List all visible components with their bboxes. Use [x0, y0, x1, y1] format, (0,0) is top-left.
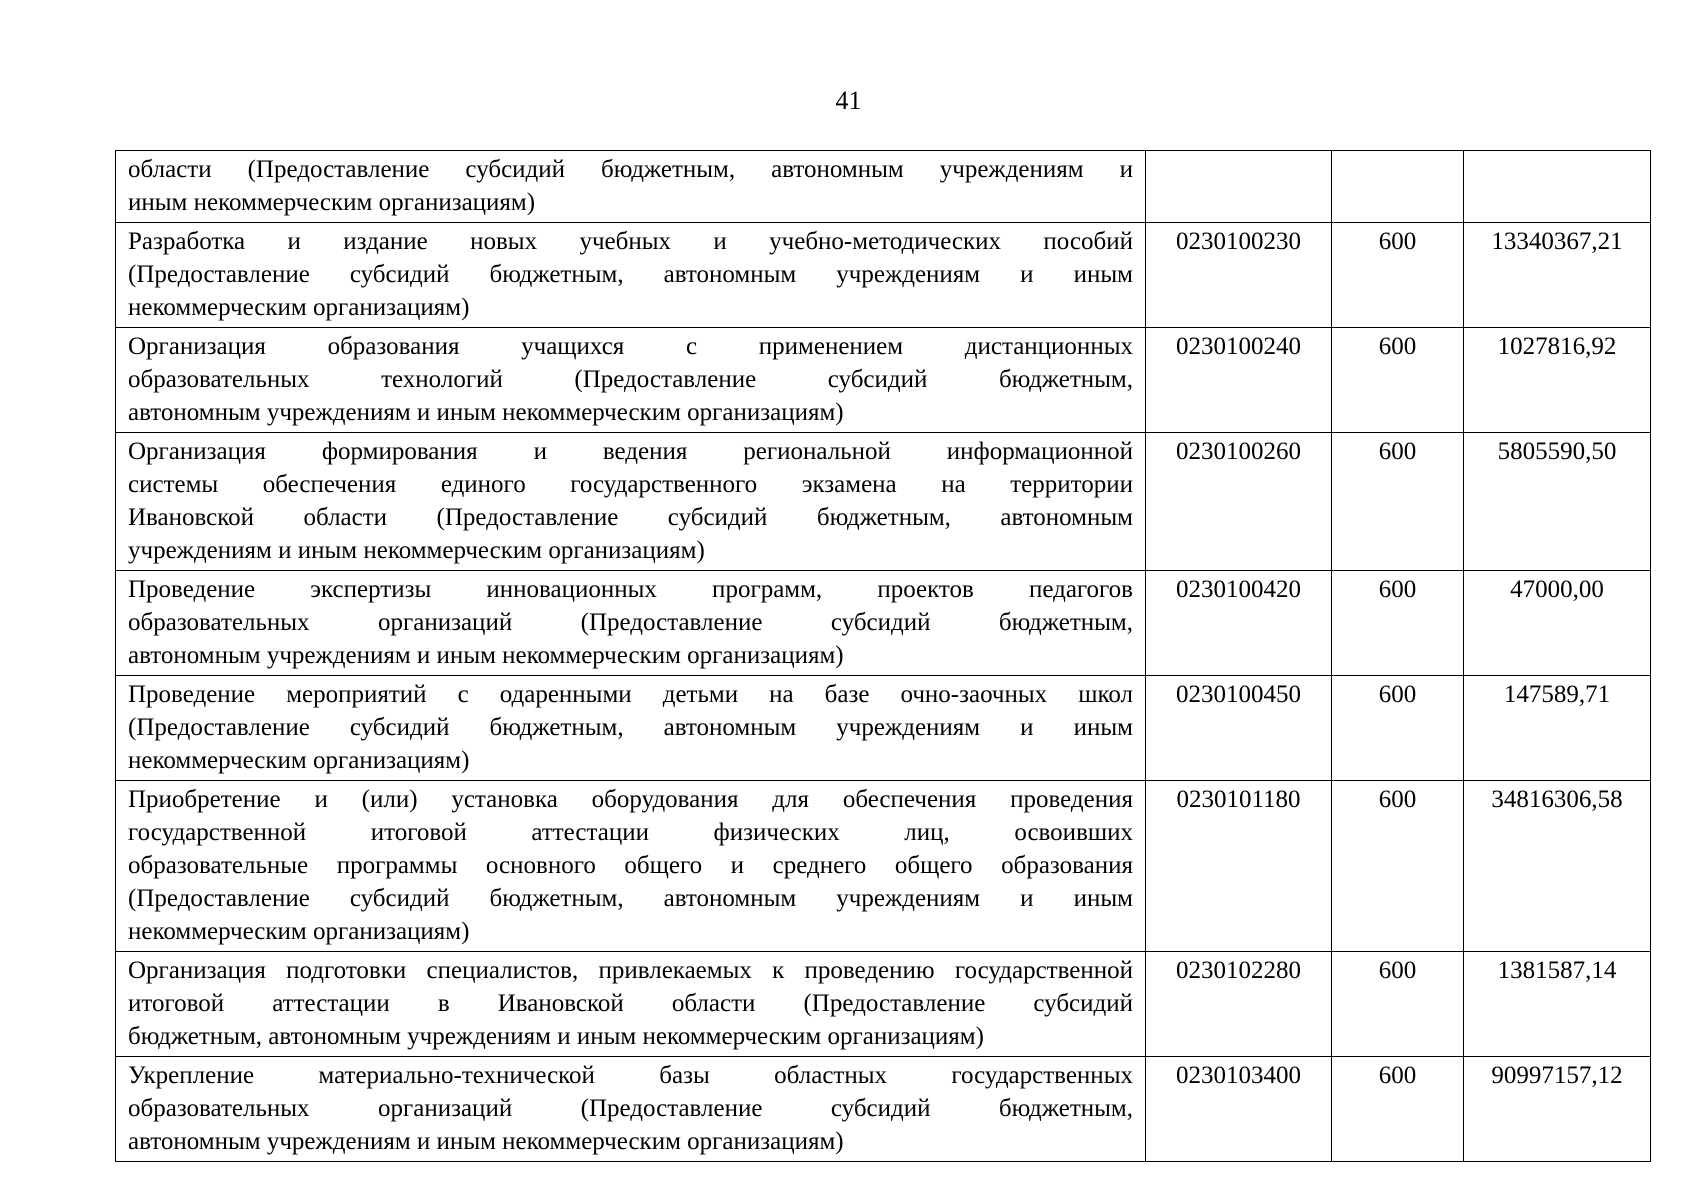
description-line: Ивановской области (Предоставление субсидий бюджетным, автономным: [128, 504, 1133, 531]
table-row: [116, 151, 1651, 223]
description-line: образовательных организаций (Предоставление субсидий бюджетным,: [128, 1095, 1133, 1122]
row-amount: 13340367,21: [1464, 223, 1651, 328]
description-line: автономным учреждениям и иным некоммерческим организациям): [128, 399, 844, 426]
description-line: Укрепление материально-технической базы областных государственных: [128, 1062, 1133, 1089]
description-line: итоговой аттестации в Ивановской области (Предоставление субсидий: [128, 990, 1133, 1017]
description-line: Организация подготовки специалистов, привлекаемых к проведению государственной: [128, 957, 1133, 984]
description-line: Разработка и издание новых учебных и учебно-методических пособий: [128, 228, 1133, 255]
description-line: Приобретение и (или) установка оборудования для обеспечения проведения: [128, 786, 1133, 813]
row-description: [116, 223, 1146, 328]
row-amount: 5805590,50: [1464, 433, 1651, 571]
row-expense-kind: 600: [1332, 433, 1464, 571]
row-amount: 147589,71: [1464, 676, 1651, 781]
description-line: автономным учреждениям и иным некоммерческим организациям): [128, 1128, 844, 1155]
row-target-code: 0230100420: [1146, 571, 1332, 676]
description-line: иным некоммерческим организациям): [128, 189, 536, 216]
row-description: [116, 571, 1146, 676]
row-target-code: 0230100260: [1146, 433, 1332, 571]
row-amount: 47000,00: [1464, 571, 1651, 676]
description-line: Проведение мероприятий с одаренными детьми на базе очно-заочных школ: [128, 681, 1133, 708]
row-target-code: 0230100450: [1146, 676, 1332, 781]
budget-table: [115, 150, 1651, 1162]
row-expense-kind: 600: [1332, 571, 1464, 676]
table-row: [116, 571, 1651, 676]
row-amount: 1381587,14: [1464, 952, 1651, 1057]
row-target-code: 0230102280: [1146, 952, 1332, 1057]
row-target-code: [1146, 151, 1332, 223]
row-expense-kind: 600: [1332, 952, 1464, 1057]
table-row: [116, 223, 1651, 328]
row-amount: 90997157,12: [1464, 1057, 1651, 1162]
description-line: бюджетным, автономным учреждениям и иным некоммерческим организациям): [128, 1023, 984, 1050]
row-expense-kind: 600: [1332, 328, 1464, 433]
description-line: образовательных организаций (Предоставление субсидий бюджетным,: [128, 609, 1133, 636]
table-row: [116, 1057, 1651, 1162]
row-description: [116, 328, 1146, 433]
description-line: (Предоставление субсидий бюджетным, автономным учреждениям и иным: [128, 714, 1133, 741]
row-description: [116, 151, 1146, 223]
description-line: (Предоставление субсидий бюджетным, автономным учреждениям и иным: [128, 261, 1133, 288]
description-line: Организация формирования и ведения региональной информационной: [128, 438, 1133, 465]
row-expense-kind: 600: [1332, 781, 1464, 952]
budget-table-body: [116, 151, 1651, 1162]
description-line: области (Предоставление субсидий бюджетным, автономным учреждениям и: [128, 156, 1133, 183]
row-expense-kind: [1332, 151, 1464, 223]
table-row: [116, 676, 1651, 781]
row-target-code: 0230101180: [1146, 781, 1332, 952]
description-line: образовательные программы основного общего и среднего общего образования: [128, 852, 1133, 879]
table-row: [116, 781, 1651, 952]
description-line: Проведение экспертизы инновационных программ, проектов педагогов: [128, 576, 1133, 603]
row-description: [116, 433, 1146, 571]
description-line: Организация образования учащихся с применением дистанционных: [128, 333, 1133, 360]
row-target-code: 0230100240: [1146, 328, 1332, 433]
table-row: [116, 952, 1651, 1057]
description-line: образовательных технологий (Предоставление субсидий бюджетным,: [128, 366, 1133, 393]
row-description: [116, 676, 1146, 781]
row-amount: [1464, 151, 1651, 223]
row-amount: 1027816,92: [1464, 328, 1651, 433]
description-line: некоммерческим организациям): [128, 294, 470, 321]
row-target-code: 0230100230: [1146, 223, 1332, 328]
row-expense-kind: 600: [1332, 223, 1464, 328]
description-line: государственной итоговой аттестации физических лиц, освоивших: [128, 819, 1133, 846]
description-line: учреждениям и иным некоммерческим организациям): [128, 537, 705, 564]
description-line: некоммерческим организациям): [128, 747, 470, 774]
row-description: [116, 952, 1146, 1057]
row-expense-kind: 600: [1332, 1057, 1464, 1162]
description-line: некоммерческим организациям): [128, 918, 470, 945]
row-description: [116, 781, 1146, 952]
row-expense-kind: 600: [1332, 676, 1464, 781]
table-row: [116, 433, 1651, 571]
description-line: автономным учреждениям и иным некоммерческим организациям): [128, 642, 844, 669]
row-target-code: 0230103400: [1146, 1057, 1332, 1162]
table-row: [116, 328, 1651, 433]
page-number: 41: [835, 86, 862, 115]
row-amount: 34816306,58: [1464, 781, 1651, 952]
description-line: системы обеспечения единого государственного экзамена на территории: [128, 471, 1133, 498]
row-description: [116, 1057, 1146, 1162]
description-line: (Предоставление субсидий бюджетным, автономным учреждениям и иным: [128, 885, 1133, 912]
